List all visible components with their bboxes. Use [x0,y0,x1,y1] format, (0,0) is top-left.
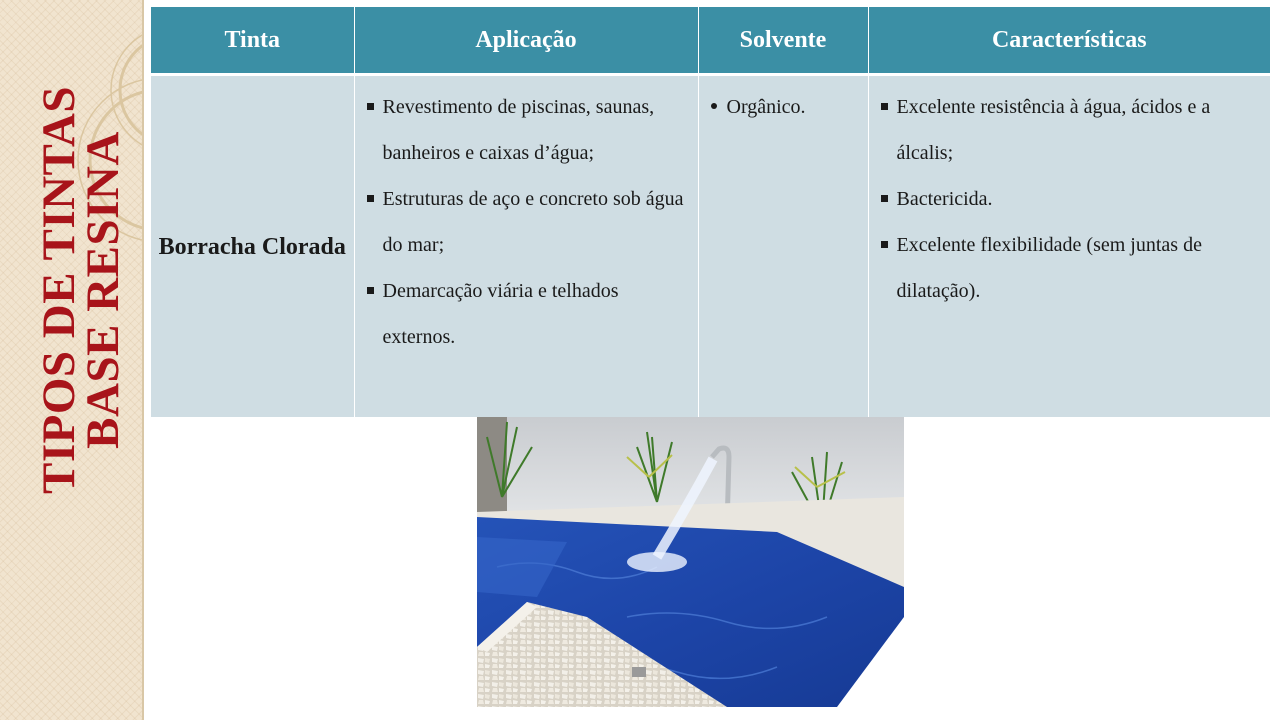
list-item: Estruturas de aço e concreto sob água do mar; [365,176,692,268]
table-header-row [151,7,1270,75]
pool-image [477,417,904,707]
paint-types-table [151,7,1270,417]
list-item: Bactericida. [879,176,1265,222]
list-item: Demarcação viária e telhados externos. [365,268,692,360]
cell-aplicacao [354,75,698,418]
table-row [151,75,1270,418]
slide-title [26,30,136,550]
decorative-side-band [0,0,144,720]
header-caracteristicas: Características [868,7,1270,75]
header-solvente: Solvente [698,7,868,75]
list-item: Excelente resistência à água, ácidos e a álcalis; [879,84,1265,176]
pool-photo [477,417,904,707]
slide-title-line-2: BASE RESINA [77,131,129,449]
cell-tinta: Borracha Clorada [151,75,354,418]
list-item: Revestimento de piscinas, saunas, banheiros e caixas d’água; [365,84,692,176]
cell-caracteristicas [868,75,1270,418]
header-aplicacao: Aplicação [354,7,698,75]
list-item: Excelente flexibilidade (sem juntas de dilatação). [879,222,1265,314]
list-item: Orgânico. [709,84,862,130]
slide-title-line-1: TIPOS DE TINTAS [33,86,85,495]
cell-solvente [698,75,868,418]
header-tinta: Tinta [151,7,354,75]
